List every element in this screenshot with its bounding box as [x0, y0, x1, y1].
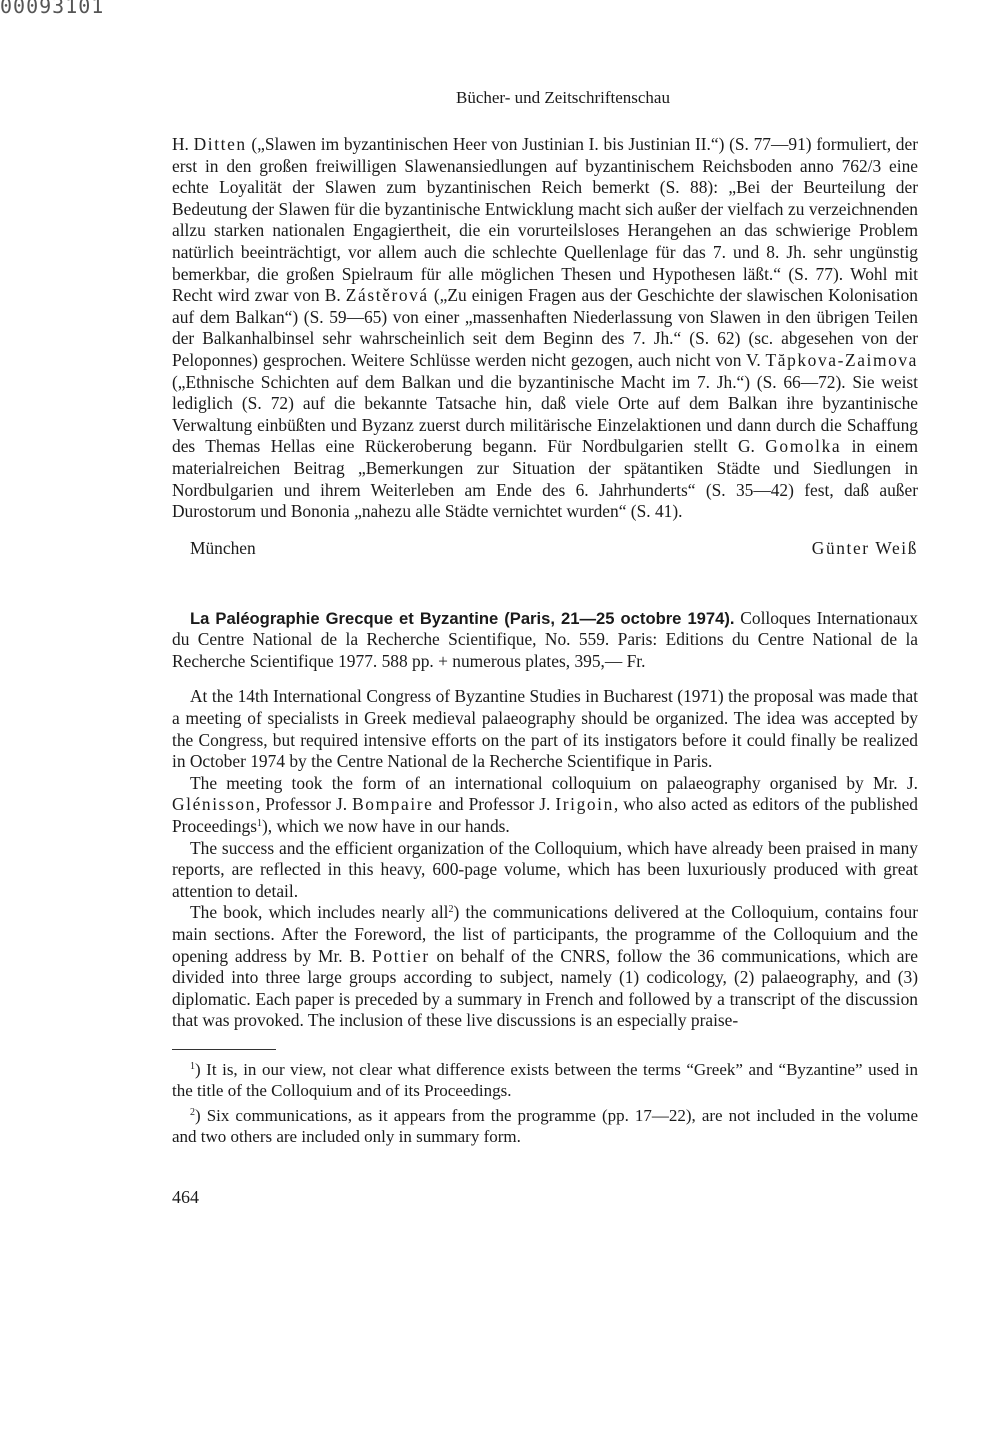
person-name: Bompaire: [352, 794, 434, 815]
footnote-mark: 2: [190, 1106, 195, 1118]
text-run: („Ethnische Schichten auf dem Balkan und die byzantinische Macht im 7. Jh.“) (S. 66—72). Sie weist lediglich (S. 72) auf die bekannte Tatsache hin, daß viele Orte auf dem Balkan ihre byzantinische Verwaltung einbüßten und Byzanz zuerst durch militärische Einzelaktionen und dann durch die Schaffung des Themas Hellas eine Rückeroberung begann. Für Nordbulgarien stellt G.: [172, 371, 918, 457]
text-run: At the 14th International Congress of Byzantine Studies in Bucharest (1971) the proposal was made that a meeting of specialists in Greek medieval palaeography should be organized. The idea was accepted by the Congress, but required intensive efforts on the part of its instigators before it could finally be realized in October 1974 by the Centre National de la Recherche Scientifique in Paris.: [172, 686, 918, 772]
text-run: , Professor J.: [255, 794, 353, 815]
page-number: 464: [172, 1186, 199, 1207]
person-name: Gomolka: [765, 436, 842, 457]
running-head: Bücher- und Zeitschriftenschau: [456, 88, 670, 107]
person-name: Zástěrová: [345, 285, 429, 306]
text-run: („Zu einigen Fragen aus der Geschichte der slawischen Kolonisation auf dem Balkan“) (S. 59—65) von einer „massenhaften Niederlassung von Slawen in den übrigen Teilen der Balkanhalbinsel sehr wahrscheinlich seit dem Beginn des 7. Jh.“ (S. 62) (sc. abgesehen von der Peloponnes) gesprochen. Weitere Schlüsse werden nicht gezogen, auch nicht von V.: [172, 285, 918, 370]
text-run: The book, which includes nearly all: [190, 902, 449, 923]
review2-paragraph: [172, 902, 918, 1032]
footnote-ref: 2: [448, 904, 454, 916]
text-run: H.: [172, 134, 194, 154]
person-name: Glénisson: [172, 794, 256, 815]
footnote-ref: 1: [257, 818, 263, 830]
person-name: Pottier: [372, 945, 430, 966]
signature-place: München: [190, 537, 256, 558]
person-name: Ditten: [193, 134, 247, 154]
page-body: [172, 88, 918, 1208]
archive-stamp: 00093101: [0, 0, 105, 18]
review1-signature: [172, 538, 918, 559]
review2-title: La Paléographie Grecque et Byzantine (Paris, 21—25 octobre 1974).: [190, 608, 735, 628]
person-name: Irigoin: [555, 794, 614, 815]
person-name: Tăpkova-Zaimova: [765, 349, 918, 370]
text-run: ) the communications delivered at the Colloquium, contains four main sections. After the Foreword, the list of participants, the programme of the Colloquium and the opening address by Mr. B.: [172, 902, 918, 966]
review1-paragraph: [172, 134, 918, 523]
text-run: The meeting took the form of an international colloquium on palaeography organised by Mr. J.: [190, 772, 918, 793]
review2-paragraph: [172, 773, 918, 838]
footnote-divider: [172, 1049, 276, 1050]
footnote-text: ) Six communications, as it appears from the programme (pp. 17—22), are not included in the volume and two others are included only in summary form.: [172, 1105, 918, 1146]
text-run: in einem materialreichen Beitrag „Bemerkungen zur Situation der spätantiken Städte und Siedlungen in Nordbulgarien und ihrem Weiterleben am Ende des 6. Jahrhunderts“ (S. 35—42) fest, daß außer Durostorum und Bononia „nahezu alle Städte vernichtet wurden“ (S. 41).: [172, 436, 918, 522]
text-run: on behalf of the CNRS, follow the 36 communications, which are divided into three large groups according to subject, namely (1) codicology, (2) palaeography, and (3) diplomatic. Each paper is preceded by a summary in French and followed by a transcript of the discussion that was provoked. The inclusion of these live discussions is an especially praise-: [172, 945, 918, 1031]
text-run: („Slawen im byzantinischen Heer von Justinian I. bis Justinian II.“) (S. 77—91) formuliert, der erst in den großen freiwilligen Slawenansiedlungen auf byzantinischem Reichsboden anno 762/3 eine echte Loyalität der Slawen zum byzantinischen Reich bemerkt (S. 88): „Bei der Beurteilung der Bedeutung der Slawen für die byzantinische Entwicklung macht sich außer der vielfach zu verzeichnenden allzu starken nationalen Engagiertheit, die ein vorurteilsloses Herangehen an das schwierige Problem natürlich beeinträchtigt, vor allem auch die schlechte Quellenlage für das 7. und 8. Jh. sehr ungünstig bemerkbar, die großen Spielraum für alle möglichen Thesen und Hypothesen läßt.“ (S. 77). Wohl mit Recht wird zwar von B.: [172, 134, 918, 306]
text-run: and Professor J.: [433, 794, 556, 815]
footnote: [172, 1059, 918, 1101]
footnote: [172, 1105, 918, 1147]
footnote-mark: 1: [190, 1060, 195, 1072]
signature-author: Günter Weiß: [811, 537, 918, 558]
footnotes: [172, 1059, 918, 1147]
review2-paragraph: [172, 686, 918, 772]
review2-paragraph: [172, 838, 918, 903]
review2-heading: [172, 608, 918, 673]
text-run: , who also acted as editors of the published Proceedings: [172, 794, 918, 837]
footnote-text: ) It is, in our view, not clear what difference exists between the terms “Greek” and “Byzantine” used in the title of the Colloquium and of its Proceedings.: [172, 1059, 918, 1100]
text-run: ), which we now have in our hands.: [262, 816, 510, 837]
text-run: The success and the efficient organization of the Colloquium, which have already been praised in many reports, are reflected in this heavy, 600-page volume, which has been luxuriously produced with great attention to detail.: [172, 837, 918, 901]
review2-body: [172, 686, 918, 1032]
review2-bibliography: Colloques Internationaux du Centre National de la Recherche Scientifique, No. 559. Paris: Editions du Centre National de la Recherche Scientifique 1977. 588 pp. + numerous plates, 395,— Fr.: [172, 607, 918, 671]
